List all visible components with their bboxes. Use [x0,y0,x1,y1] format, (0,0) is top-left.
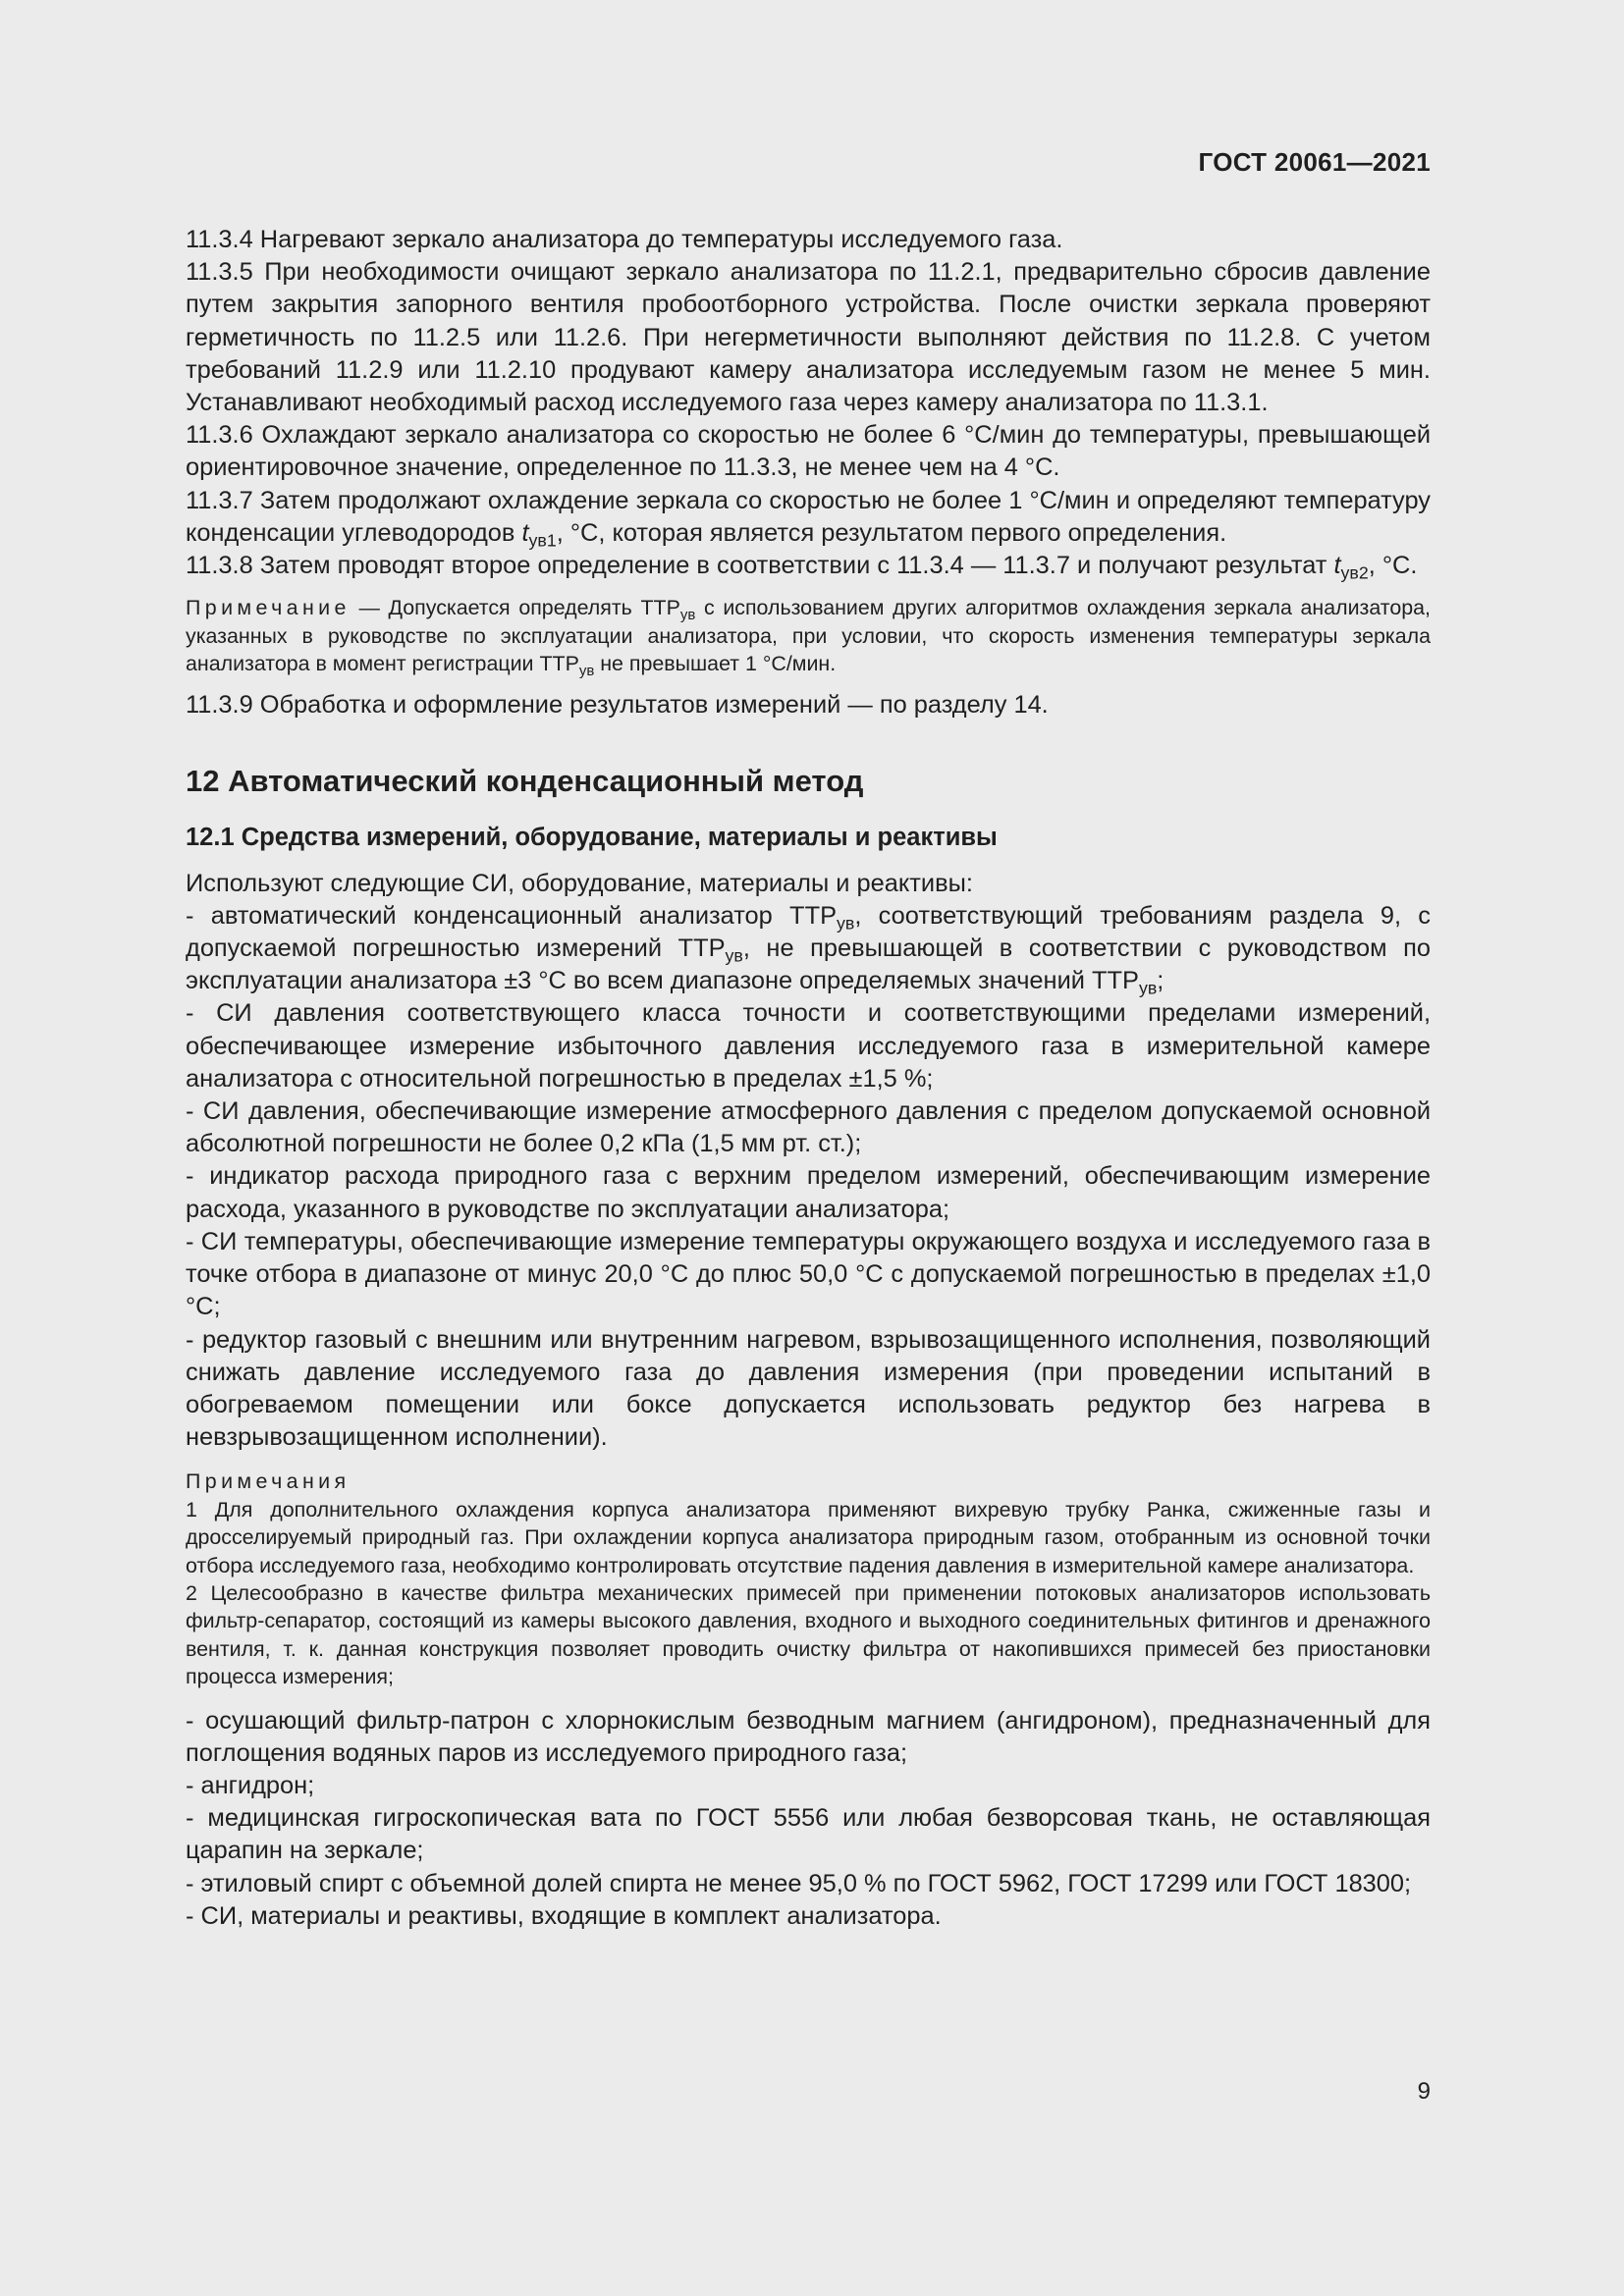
subscript: ув1 [528,530,557,551]
notes-label [186,1468,1431,1495]
note-2: 2 Целесообразно в качестве фильтра механических примесей при применении потоковых анализаторов использовать фильтр-сепаратор, состоящий из камеры высокого давления, входного и выходного соединительных фитингов и дренажного вентиля, т. к. данная конструкция позволяет проводить очистку фильтра от накопившихся примесей без приостановки процесса измерения; [186,1580,1431,1689]
list-item: - СИ температуры, обеспечивающие измерение температуры окружающего воздуха и исследуемого газа в точке отбора в диапазоне от минус 20,0 °С до плюс 50,0 °С с допускаемой погрешностью в пределах ±1,0 °С; [186,1227,1431,1321]
note-text: — Допускается определять ТТР [350,596,680,620]
paragraph-text: , °С. [1368,552,1418,580]
intro-text: Используют следующие СИ, оборудование, материалы и реактивы: [186,869,973,897]
note-ttr [186,594,1431,677]
paragraph-11-3-8 [186,550,1431,582]
subscript: ув [725,945,743,966]
paragraph-text: 11.3.4 Нагревают зеркало анализатора до температуры исследуемого газа. [186,226,1063,253]
list-item: - СИ, материалы и реактивы, входящие в комплект анализатора. [186,1901,942,1930]
list-item: - СИ давления соответствующего класса точности и соответствующими пределами измерений, обеспечивающее измерение избыточного давления исследуемого газа в измерительной камере анализатора с относительной погрешностью в пределах ±1,5 %; [186,999,1431,1093]
list-item-text: , не превышающей в соответствии с руководством по эксплуатации анализатора ±3 °С во всем диапазоне определяемых значений ТТР [186,934,1431,995]
paragraph-11-3-6: 11.3.6 Охлаждают зеркало анализатора со скоростью не более 6 °С/мин до температуры, превышающей ориентировочное значение, определенное по 11.3.3, не менее чем на 4 °С. [186,421,1431,482]
page-content [186,224,1431,1933]
note-text: не превышает 1 °С/мин. [594,652,837,676]
notes-label-text: Примечания [186,1469,351,1494]
document-code-header: ГОСТ 20061—2021 [1198,147,1431,177]
subscript: ув [837,913,855,934]
note-1: 1 Для дополнительного охлаждения корпуса анализатора применяют вихревую трубку Ранка, сжиженные газы и дросселируемый природный газ. При охлаждении корпуса анализатора природным газом, отобранным из основной точки отбора исследуемого газа, необходимо контролировать отсутствие падения давления в измерительной камере анализатора. [186,1497,1431,1577]
paragraph-11-3-5: 11.3.5 При необходимости очищают зеркало анализатора по 11.2.1, предварительно сбросив давление путем закрытия запорного вентиля пробоотборного устройства. После очистки зеркала проверяют герметичность по 11.2.5 или 11.2.6. При негерметичности выполняют действия по 11.2.8. С учетом требований 11.2.9 или 11.2.10 продувают камеру анализатора исследуемым газом не менее 5 мин. Устанавливают необходимый расход исследуемого газа через камеру анализатора по 11.3.1. [186,258,1431,417]
list-item [186,900,1431,998]
note-text: с использованием других алгоритмов охлаждения зеркала анализатора, указанных в руководстве по эксплуатации анализатора, при условии, что скорость изменения температуры зеркала анализатора в момент регистрации ТТР [186,596,1431,676]
paragraph-11-3-7 [186,485,1431,550]
list-item: - ангидрон; [186,1771,315,1799]
section-12-heading: 12 Автоматический конденсационный метод [186,763,864,798]
paragraph-11-3-4 [186,224,1431,256]
list-item: - индикатор расхода природного газа с верхним пределом измерений, обеспечивающим измерение расхода, указанного в руководстве по эксплуатации анализатора; [186,1162,1431,1223]
page-number: 9 [1417,2078,1431,2105]
variable-t: t [1333,552,1341,580]
paragraph-text: 11.3.7 Затем продолжают охлаждение зеркала со скоростью не более 1 °С/мин и определяют температуру конденсации углеводородов [186,486,1431,547]
subscript: ув [679,607,696,624]
paragraph-11-3-9: 11.3.9 Обработка и оформление результатов измерений — по разделу 14. [186,691,1049,720]
paragraph-text: 11.3.8 Затем проводят второе определение в соответствии с 11.3.4 — 11.3.7 и получают результат [186,552,1334,580]
list-item: - осушающий фильтр-патрон с хлорнокислым безводным магнием (ангидроном), предназначенный для поглощения водяных паров из исследуемого природного газа; [186,1706,1431,1767]
section-12-1-heading: 12.1 Средства измерений, оборудование, материалы и реактивы [186,823,998,851]
list-item-text: ; [1157,967,1164,995]
subscript: ув [1138,978,1158,998]
subscript: ув2 [1340,562,1369,583]
list-item-text: - автоматический конденсационный анализатор ТТР [186,901,838,930]
variable-t: t [521,518,529,547]
list-item-text: , соответствующий требованиям раздела 9, с допускаемой погрешностью измерений ТТР [186,901,1431,963]
paragraph-text: , °С, которая является результатом первого определения. [556,518,1227,547]
list-item: - СИ давления, обеспечивающие измерение атмосферного давления с пределом допускаемой основной абсолютной погрешности не более 0,2 кПа (1,5 мм рт. ст.); [186,1097,1431,1158]
list-item: - этиловый спирт с объемной долей спирта не менее 95,0 % по ГОСТ 5962, ГОСТ 17299 или ГОСТ 18300; [186,1869,1412,1897]
subscript: ув [578,662,595,679]
list-item: - медицинская гигроскопическая вата по ГОСТ 5556 или любая безворсовая ткань, не оставляющая царапин на зеркале; [186,1804,1431,1865]
list-item: - редуктор газовый с внешним или внутренним нагревом, взрывозащищенного исполнения, позволяющий снижать давление исследуемого газа до давления измерения (при проведении испытаний в обогреваемом помещении или боксе допускается использовать редуктор без нагрева в невзрывозащищенном исполнении). [186,1325,1431,1452]
note-label: Примечание [186,596,351,620]
